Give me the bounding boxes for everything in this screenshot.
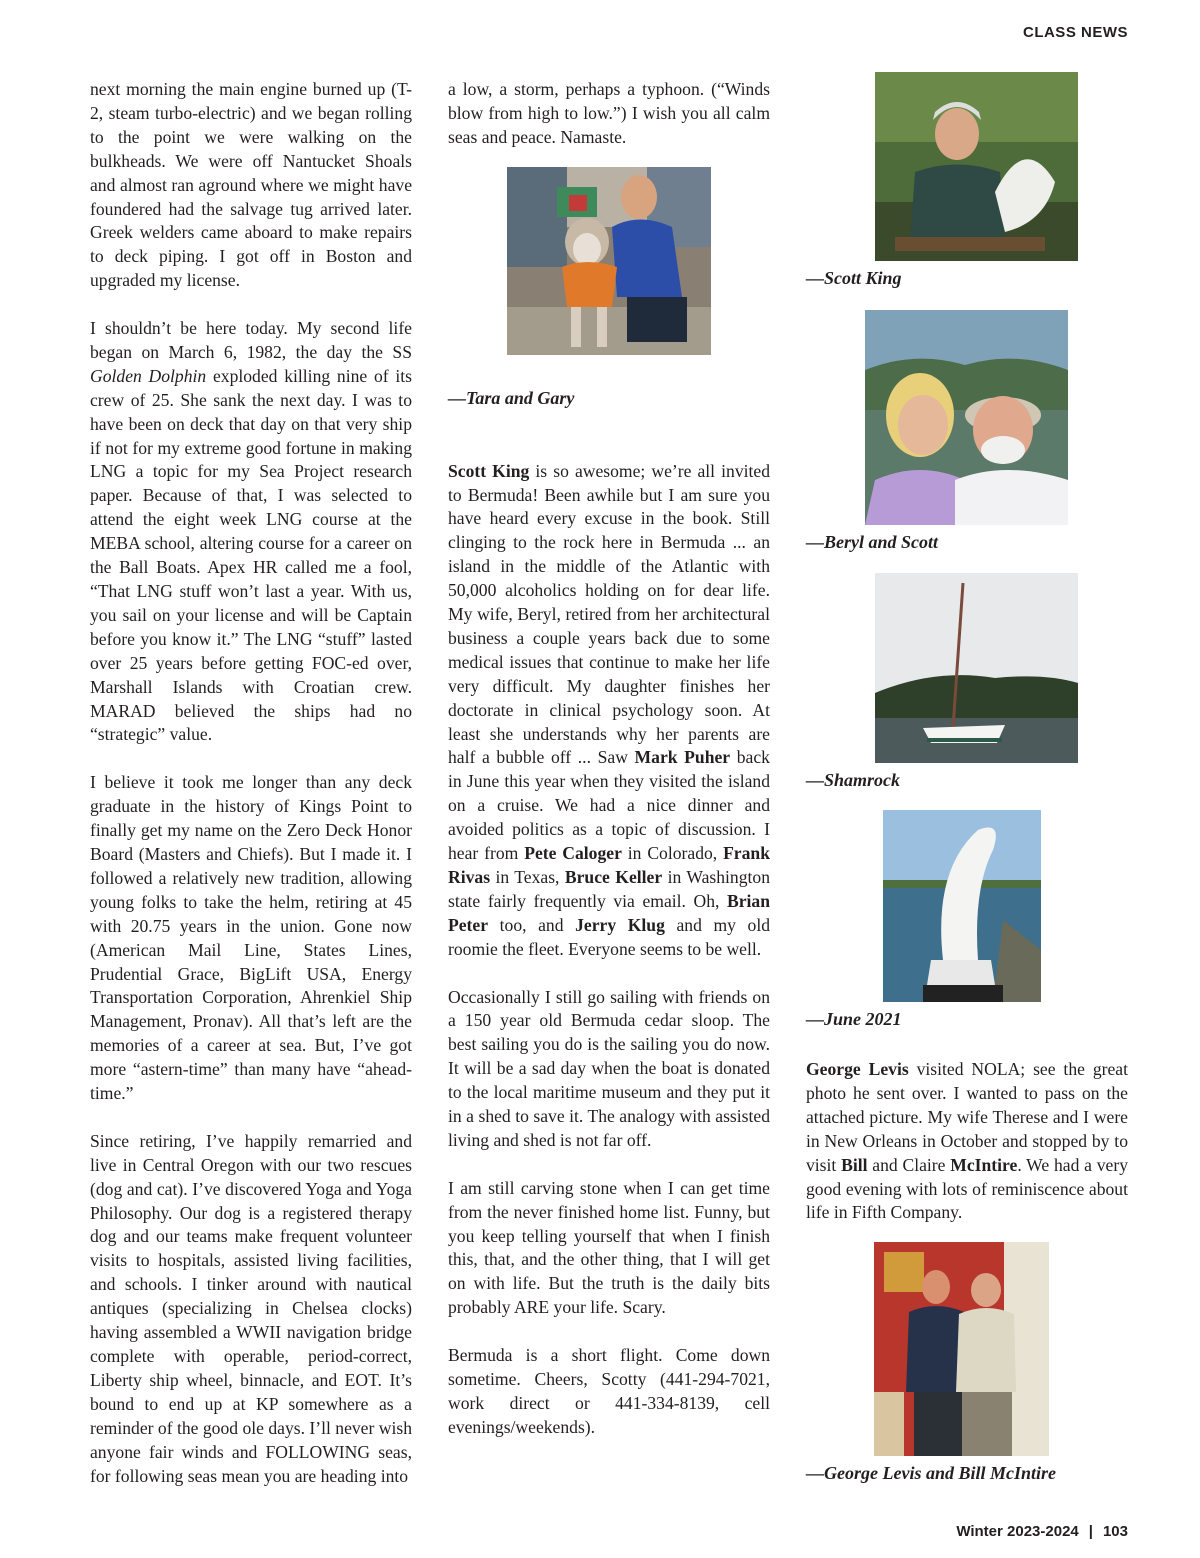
paragraph: Occasionally I still go sailing with friends on a 150 year old Bermuda cedar sloop. The best sailing you do is the sailing you do now. It will be a sad day when the boat is donated to the local maritime museum and they put it in a shed to save it. The analogy with assisted living and shed is not far off. — [448, 986, 770, 1150]
paragraph: I believe it took me longer than any deck graduate in the history of Kings Point to finally get my name on the Zero Deck Honor Board (Masters and Chiefs). But I made it. I followed a relatively new tradition, allowing young folks to take the helm, retiring at 45 with 20.75 years in the union. Gone now (American Mail Line, States Lines, Prudential Grace, BigLift USA, Energy Transportation Corporation, Ahrenkiel Ship Management, Pronav). All that’s left are the memories of a career at sea. But, I’ve got more “astern-time” than many have “ahead-time.” — [90, 772, 412, 1104]
page-footer — [956, 1523, 1128, 1540]
photo-tara-gary — [507, 167, 711, 355]
paragraph: Bermuda is a short flight. Come down sometime. Cheers, Scotty (441-294-7021, work direct or 441-334-8139, cell evenings/weekends). — [448, 1345, 770, 1437]
paragraph: Scott King is so awesome; we’re all invited to Bermuda! Been awhile but I am sure you have heard every excuse in the book. Still clinging to the rock here in Bermuda ... an island in the middle of the Atlantic with 50,000 alcoholics holding on for dear life. My wife, Beryl, retired from her architectural business a couple years back due to some medical issues that continue to make her life very difficult. My daughter finishes her doctorate in clinical psychology soon. At least she understands why her parents are half a bubble off ... Saw Mark Puher back in June this year when they visited the island on a cruise. We had a nice dinner and avoided politics as a topic of discussion. I hear from Pete Caloger in Colorado, Frank Rivas in Texas, Bruce Keller in Washington state fairly frequently via email. Oh, Brian Peter too, and Jerry Klug and my old roomie the fleet. Everyone seems to be well. — [448, 460, 771, 959]
caption-beryl-scott: —Beryl and Scott — [806, 532, 939, 552]
caption-june-2021: —June 2021 — [806, 1009, 902, 1029]
photo-beryl-scott — [865, 310, 1068, 525]
photo-levis-mcintire — [874, 1242, 1049, 1456]
paragraph: I shouldn’t be here today. My second life began on March 6, 1982, the day the SS Golden Dolphin exploded killing nine of its crew of 25. She sank the next day. I was to have been on deck that day on that very ship if not for my extreme good fortune in making LNG a topic for my Sea Project research paper. Because of that, I was selected to attend the eight week LNG course at the MEBA school, altering course for a career on the Ball Boats. Apex HR called me a fool, “That LNG stuff won’t last a year. With us, you sail on your license and will be Captain before you know it.” The LNG “stuff” lasted over 25 years before getting FOC-ed over, Marshall Islands with Croatian crew. MARAD believed the ships had no “strategic” value. — [90, 318, 412, 745]
column-left — [90, 78, 412, 1512]
footer-separator: | — [1088, 1523, 1093, 1540]
caption-shamrock: —Shamrock — [806, 770, 901, 790]
paragraph: George Levis visited NOLA; see the great photo he sent over. I wanted to pass on the attached picture. My wife Therese and I were in New Orleans in October and stopped by to visit Bill and Claire McIntire. We had a very good evening with lots of reminiscence about life in Fifth Company. — [806, 1059, 1128, 1223]
paragraph: I am still carving stone when I can get time from the never finished home list. Funny, but you keep telling yourself that when I finish this, that, and the other thing, that I will get on with life. But the truth is the daily bits probably ARE your life. Scary. — [448, 1177, 770, 1318]
caption-tara-gary: —Tara and Gary — [448, 388, 575, 408]
paragraph: next morning the main engine burned up (T-2, steam turbo-electric) and we began rolling to the point we were walking on the bulkheads. We were off Nantucket Shoals and almost ran aground where we might have foundered had the salvage tug arrived later. Greek welders came aboard to make repairs to deck piping. I got off in Boston and upgraded my license. — [90, 79, 412, 291]
caption-spacer — [448, 408, 770, 460]
page-number: 103 — [1102, 1523, 1128, 1540]
column-right — [806, 1058, 1128, 1249]
photo-scott-king — [875, 72, 1078, 261]
photo-shamrock — [875, 573, 1078, 763]
caption-scott-king: —Scott King — [806, 268, 902, 288]
ship-name: Golden Dolphin — [90, 365, 207, 386]
issue-label: Winter 2023-2024 — [956, 1523, 1079, 1540]
paragraph: a low, a storm, perhaps a typhoon. (“Winds blow from high to low.”) I wish you all calm seas and peace. Namaste. — [448, 79, 770, 147]
paragraph: Since retiring, I’ve happily remarried and live in Central Oregon with our two rescues (dog and cat). I’ve discovered Yoga and Yoga Philosophy. Our dog is a registered therapy dog and our teams make frequent volunteer visits to hospitals, assisted living facilities, and schools. I tinker around with nautical antiques (specializing in Chelsea clocks) having assembled a WWII navigation bridge complete with operable, period-correct, Liberty ship wheel, binnacle, and EOT. It’s bound to end up at KP somewhere as a reminder of the good ole days. I’ll never wish anyone fair winds and FOLLOWING seas, for following seas mean you are heading into — [90, 1130, 412, 1486]
photo-june-2021 — [883, 810, 1041, 1002]
caption-levis-mcintire: —George Levis and Bill McIntire — [806, 1463, 1056, 1483]
section-label: CLASS NEWS — [1022, 24, 1128, 41]
